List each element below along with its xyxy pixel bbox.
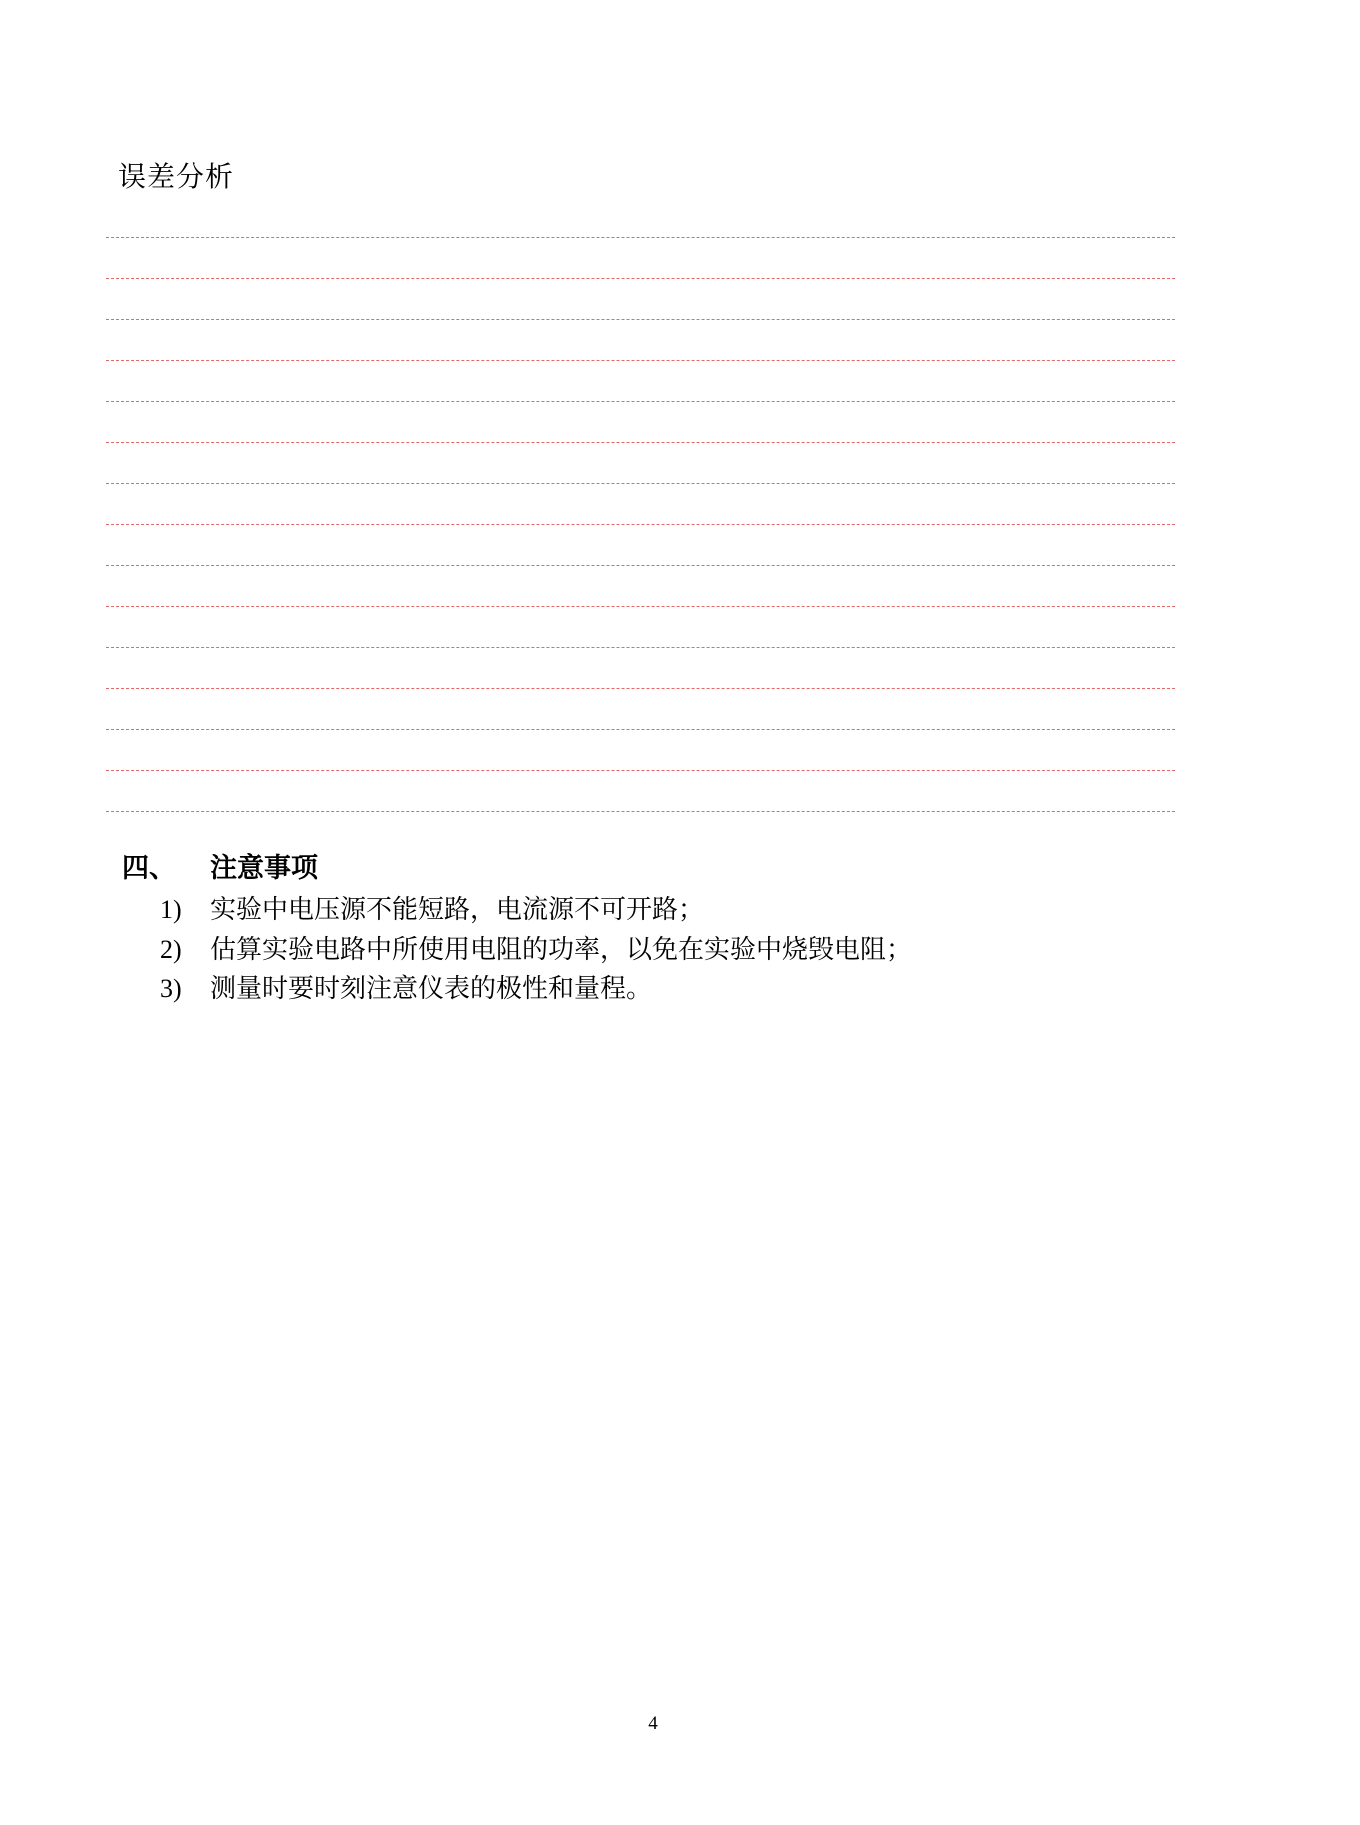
ruled-line: [106, 729, 1175, 730]
ruled-line: [106, 565, 1175, 566]
notes-heading: [122, 850, 318, 886]
ruled-line: [106, 606, 1175, 607]
ruled-line: [106, 688, 1175, 689]
ruled-line: [106, 442, 1175, 443]
list-item-text: 实验中电压源不能短路，电流源不可开路；: [210, 895, 705, 924]
ruled-line: [106, 770, 1175, 771]
ruled-line: [106, 237, 1175, 238]
notes-section-title: 注意事项: [210, 853, 318, 883]
section-title-error-analysis: 误差分析: [118, 162, 235, 193]
ruled-line: [106, 360, 1175, 361]
ruled-line: [106, 319, 1175, 320]
list-item-marker: 3): [160, 974, 182, 1003]
list-item-marker: 2): [160, 934, 182, 964]
list-item-text: 测量时要时刻注意仪表的极性和量程。: [210, 974, 653, 1003]
list-item: [160, 971, 912, 1011]
ruled-line: [106, 483, 1175, 484]
notes-list: [160, 892, 912, 1011]
ruled-line: [106, 811, 1175, 812]
ruled-line: [106, 278, 1175, 279]
ruled-writing-area: [106, 237, 1175, 837]
list-item: [160, 932, 912, 972]
ruled-line: [106, 524, 1175, 525]
list-item-marker: 1): [160, 895, 182, 924]
list-item: [160, 892, 912, 932]
notes-section-number: 四、: [122, 853, 176, 883]
list-item-text: 估算实验电路中所使用电阻的功率，以免在实验中烧毁电阻；: [210, 934, 913, 964]
ruled-line: [106, 401, 1175, 402]
ruled-line: [106, 647, 1175, 648]
page-number: 4: [648, 1713, 658, 1734]
